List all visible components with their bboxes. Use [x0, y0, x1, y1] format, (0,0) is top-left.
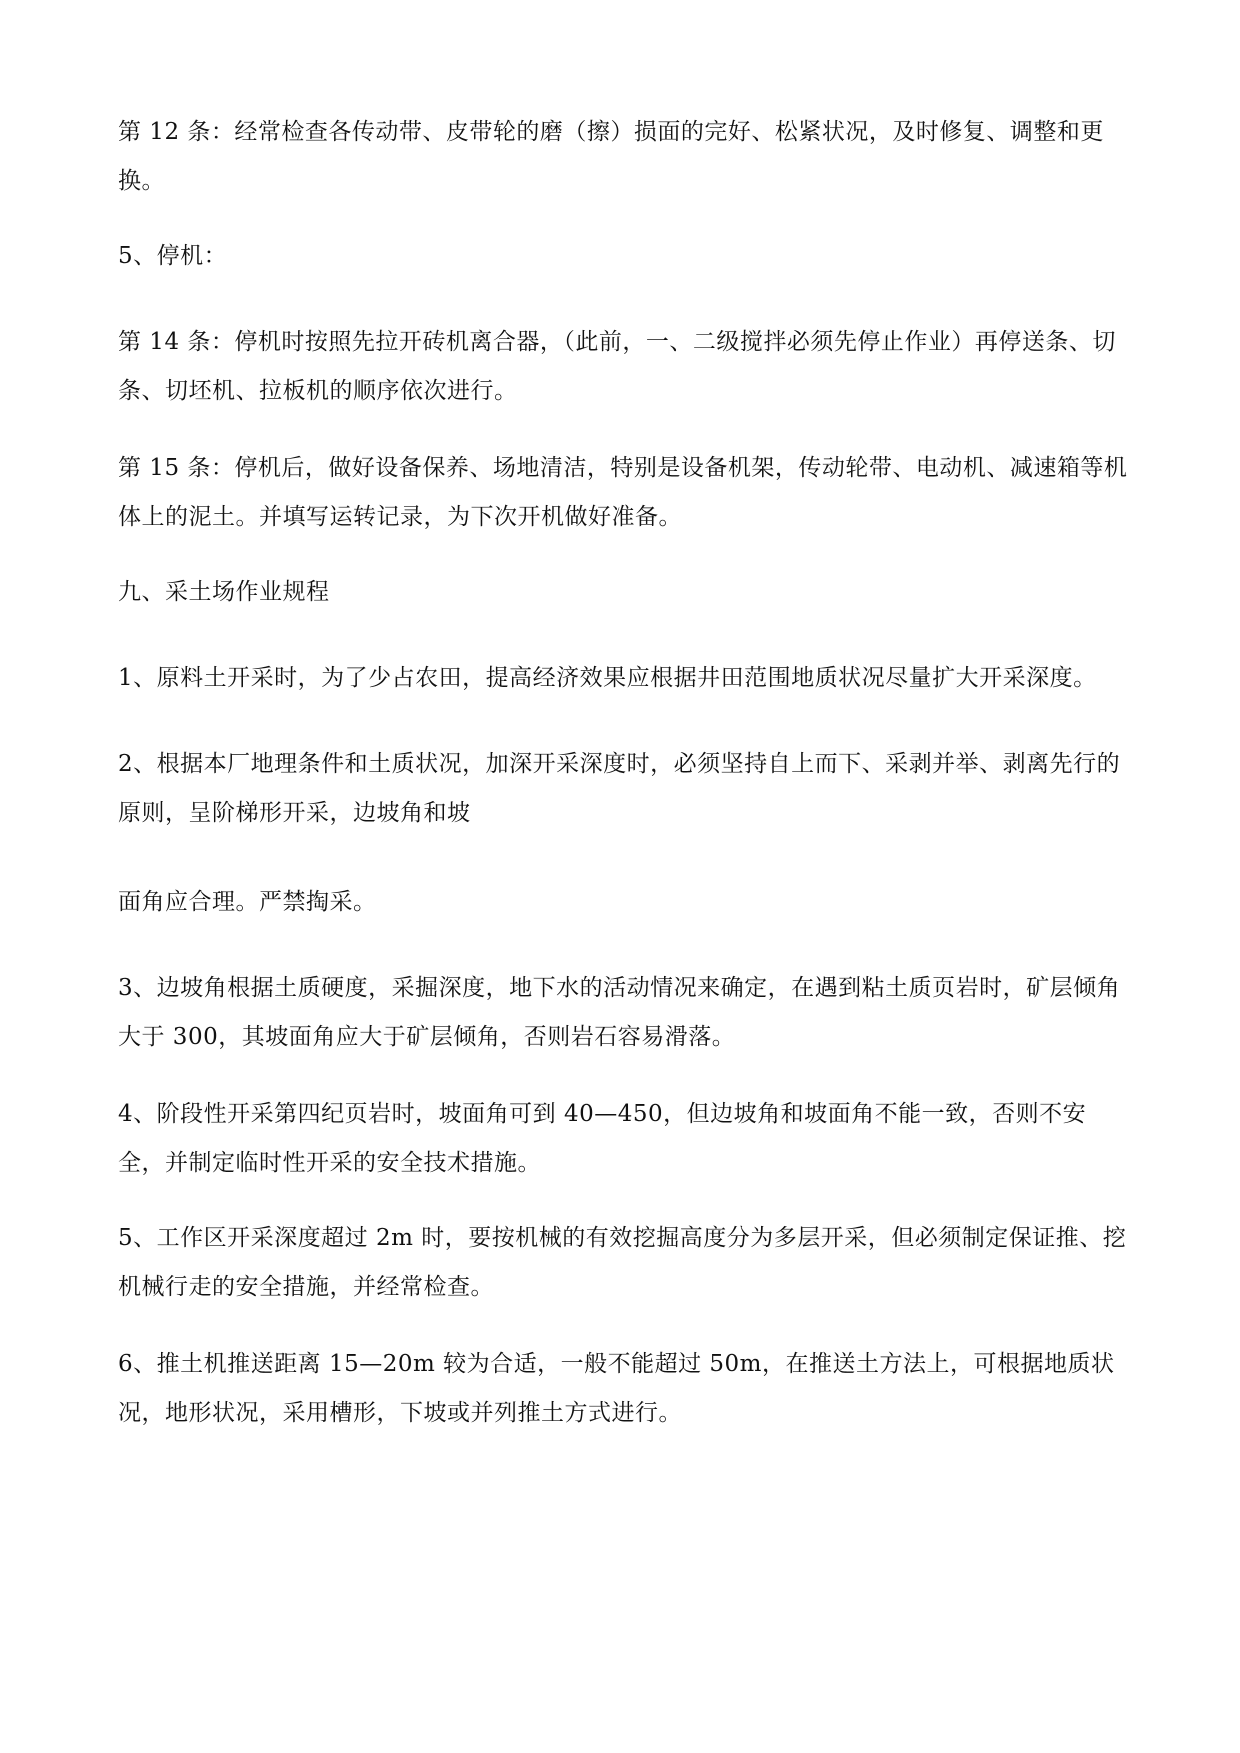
- section-5-heading: 5、停机：: [118, 243, 228, 269]
- section-9-heading: 九、采土场作业规程: [118, 579, 330, 605]
- clause-15-paragraph: 第 15 条：停机后，做好设备保养、场地清洁，特别是设备机架，传动轮带、电动机、减速箱等机体上的泥土。并填写运转记录，为下次开机做好准备。: [118, 455, 1128, 530]
- item-3-paragraph: 3、边坡角根据土质硬度，采掘深度，地下水的活动情况来确定，在遇到粘土质页岩时，矿层倾角大于 300，其坡面角应大于矿层倾角，否则岩石容易滑落。: [118, 975, 1121, 1050]
- clause-14-paragraph: 第 14 条：停机时按照先拉开砖机离合器，（此前，一、二级搅拌必须先停止作业）再停送条、切条、切坯机、拉板机的顺序依次进行。: [118, 329, 1116, 404]
- item-1-paragraph: 1、原料土开采时，为了少占农田，提高经济效果应根据井田范围地质状况尽量扩大开采深度。: [118, 665, 1097, 691]
- item-6-paragraph: 6、推土机推送距离 15—20m 较为合适，一般不能超过 50m，在推送土方法上，可根据地质状况，地形状况，采用槽形，下坡或并列推土方式进行。: [118, 1351, 1115, 1426]
- item-4-paragraph: 4、阶段性开采第四纪页岩时，坡面角可到 40—450，但边坡角和坡面角不能一致，否则不安全，并制定临时性开采的安全技术措施。: [118, 1101, 1087, 1176]
- item-2-continuation: 面角应合理。严禁掏采。: [118, 889, 377, 915]
- item-2-paragraph: 2、根据本厂地理条件和土质状况，加深开采深度时，必须坚持自上而下、采剥并举、剥离先行的原则，呈阶梯形开采，边坡角和坡: [118, 751, 1121, 826]
- clause-12-paragraph: 第 12 条：经常检查各传动带、皮带轮的磨（擦）损面的完好、松紧状况，及时修复、调整和更换。: [118, 119, 1104, 194]
- item-5-paragraph: 5、工作区开采深度超过 2m 时，要按机械的有效挖掘高度分为多层开采，但必须制定保证推、挖机械行走的安全措施，并经常检查。: [118, 1225, 1127, 1300]
